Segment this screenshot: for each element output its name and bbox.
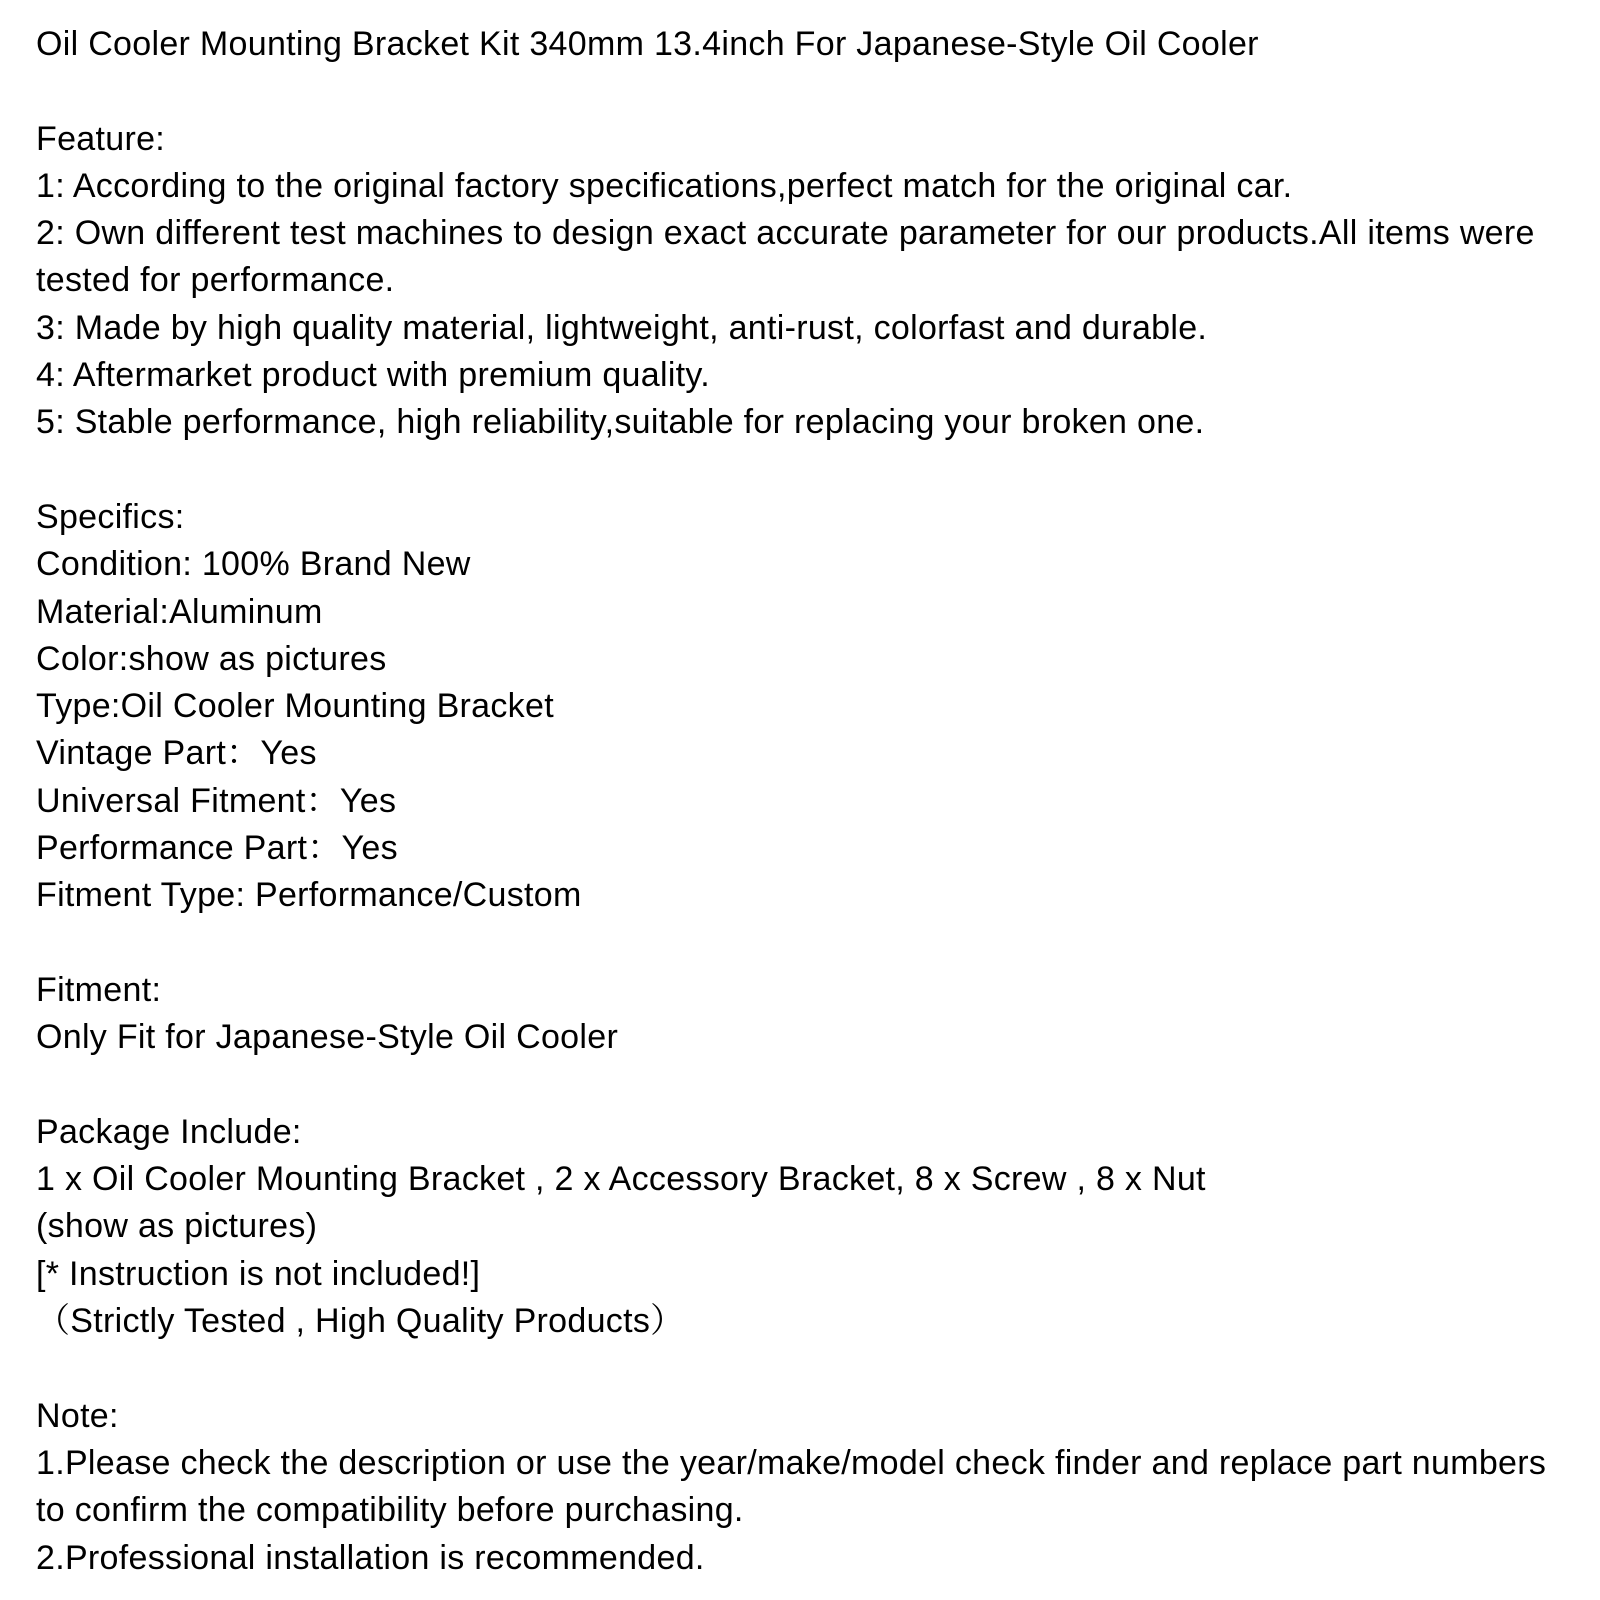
spec-material: Material:Aluminum (36, 592, 323, 631)
fitment-item: Only Fit for Japanese-Style Oil Cooler (36, 1018, 619, 1057)
page-title: Oil Cooler Mounting Bracket Kit 340mm 13.4inch For Japanese-Style Oil Cooler (36, 25, 1259, 63)
note-item-2: 2.Professional installation is recommended. (36, 1538, 705, 1577)
spacer (36, 1062, 1576, 1109)
spacer (36, 920, 1576, 967)
feature-item-1: 1: According to the original factory specifications,perfect match for the original car. (36, 166, 1293, 205)
product-description (36, 21, 1576, 1582)
package-item-quality: （Strictly Tested , High Quality Products） (36, 1302, 685, 1341)
package-heading: Package Include: (36, 1112, 302, 1151)
spacer (36, 68, 1576, 115)
feature-heading: Feature: (36, 119, 166, 158)
spec-color: Color:show as pictures (36, 639, 387, 678)
fitment-heading: Fitment: (36, 970, 162, 1009)
note-heading: Note: (36, 1396, 119, 1435)
spec-type: Type:Oil Cooler Mounting Bracket (36, 687, 554, 726)
feature-item-2: 2: Own different test machines to design exact accurate parameter for our products.All items were tested for performance. (36, 214, 1535, 300)
feature-item-5: 5: Stable performance, high reliability,suitable for replacing your broken one. (36, 403, 1205, 442)
spec-fitment-type: Fitment Type: Performance/Custom (36, 876, 582, 915)
specifics-heading: Specifics: (36, 497, 185, 536)
spec-condition: Condition: 100% Brand New (36, 545, 471, 584)
feature-item-3: 3: Made by high quality material, lightweight, anti-rust, colorfast and durable. (36, 308, 1208, 347)
spacer (36, 447, 1576, 494)
package-item-contents: 1 x Oil Cooler Mounting Bracket , 2 x Accessory Bracket, 8 x Screw , 8 x Nut (36, 1160, 1206, 1199)
feature-item-4: 4: Aftermarket product with premium quality. (36, 356, 710, 395)
spacer (36, 1345, 1576, 1392)
note-item-1: 1.Please check the description or use the year/make/model check finder and replace part numbers to confirm the compatibility before purchasing. (36, 1443, 1547, 1530)
spec-performance-part: Performance Part：Yes (36, 829, 398, 868)
spec-vintage-part: Vintage Part：Yes (36, 734, 317, 773)
package-item-instruction: [* Instruction is not included!] (36, 1254, 481, 1293)
package-item-pictures: (show as pictures) (36, 1207, 318, 1246)
spec-universal-fitment: Universal Fitment：Yes (36, 781, 397, 820)
